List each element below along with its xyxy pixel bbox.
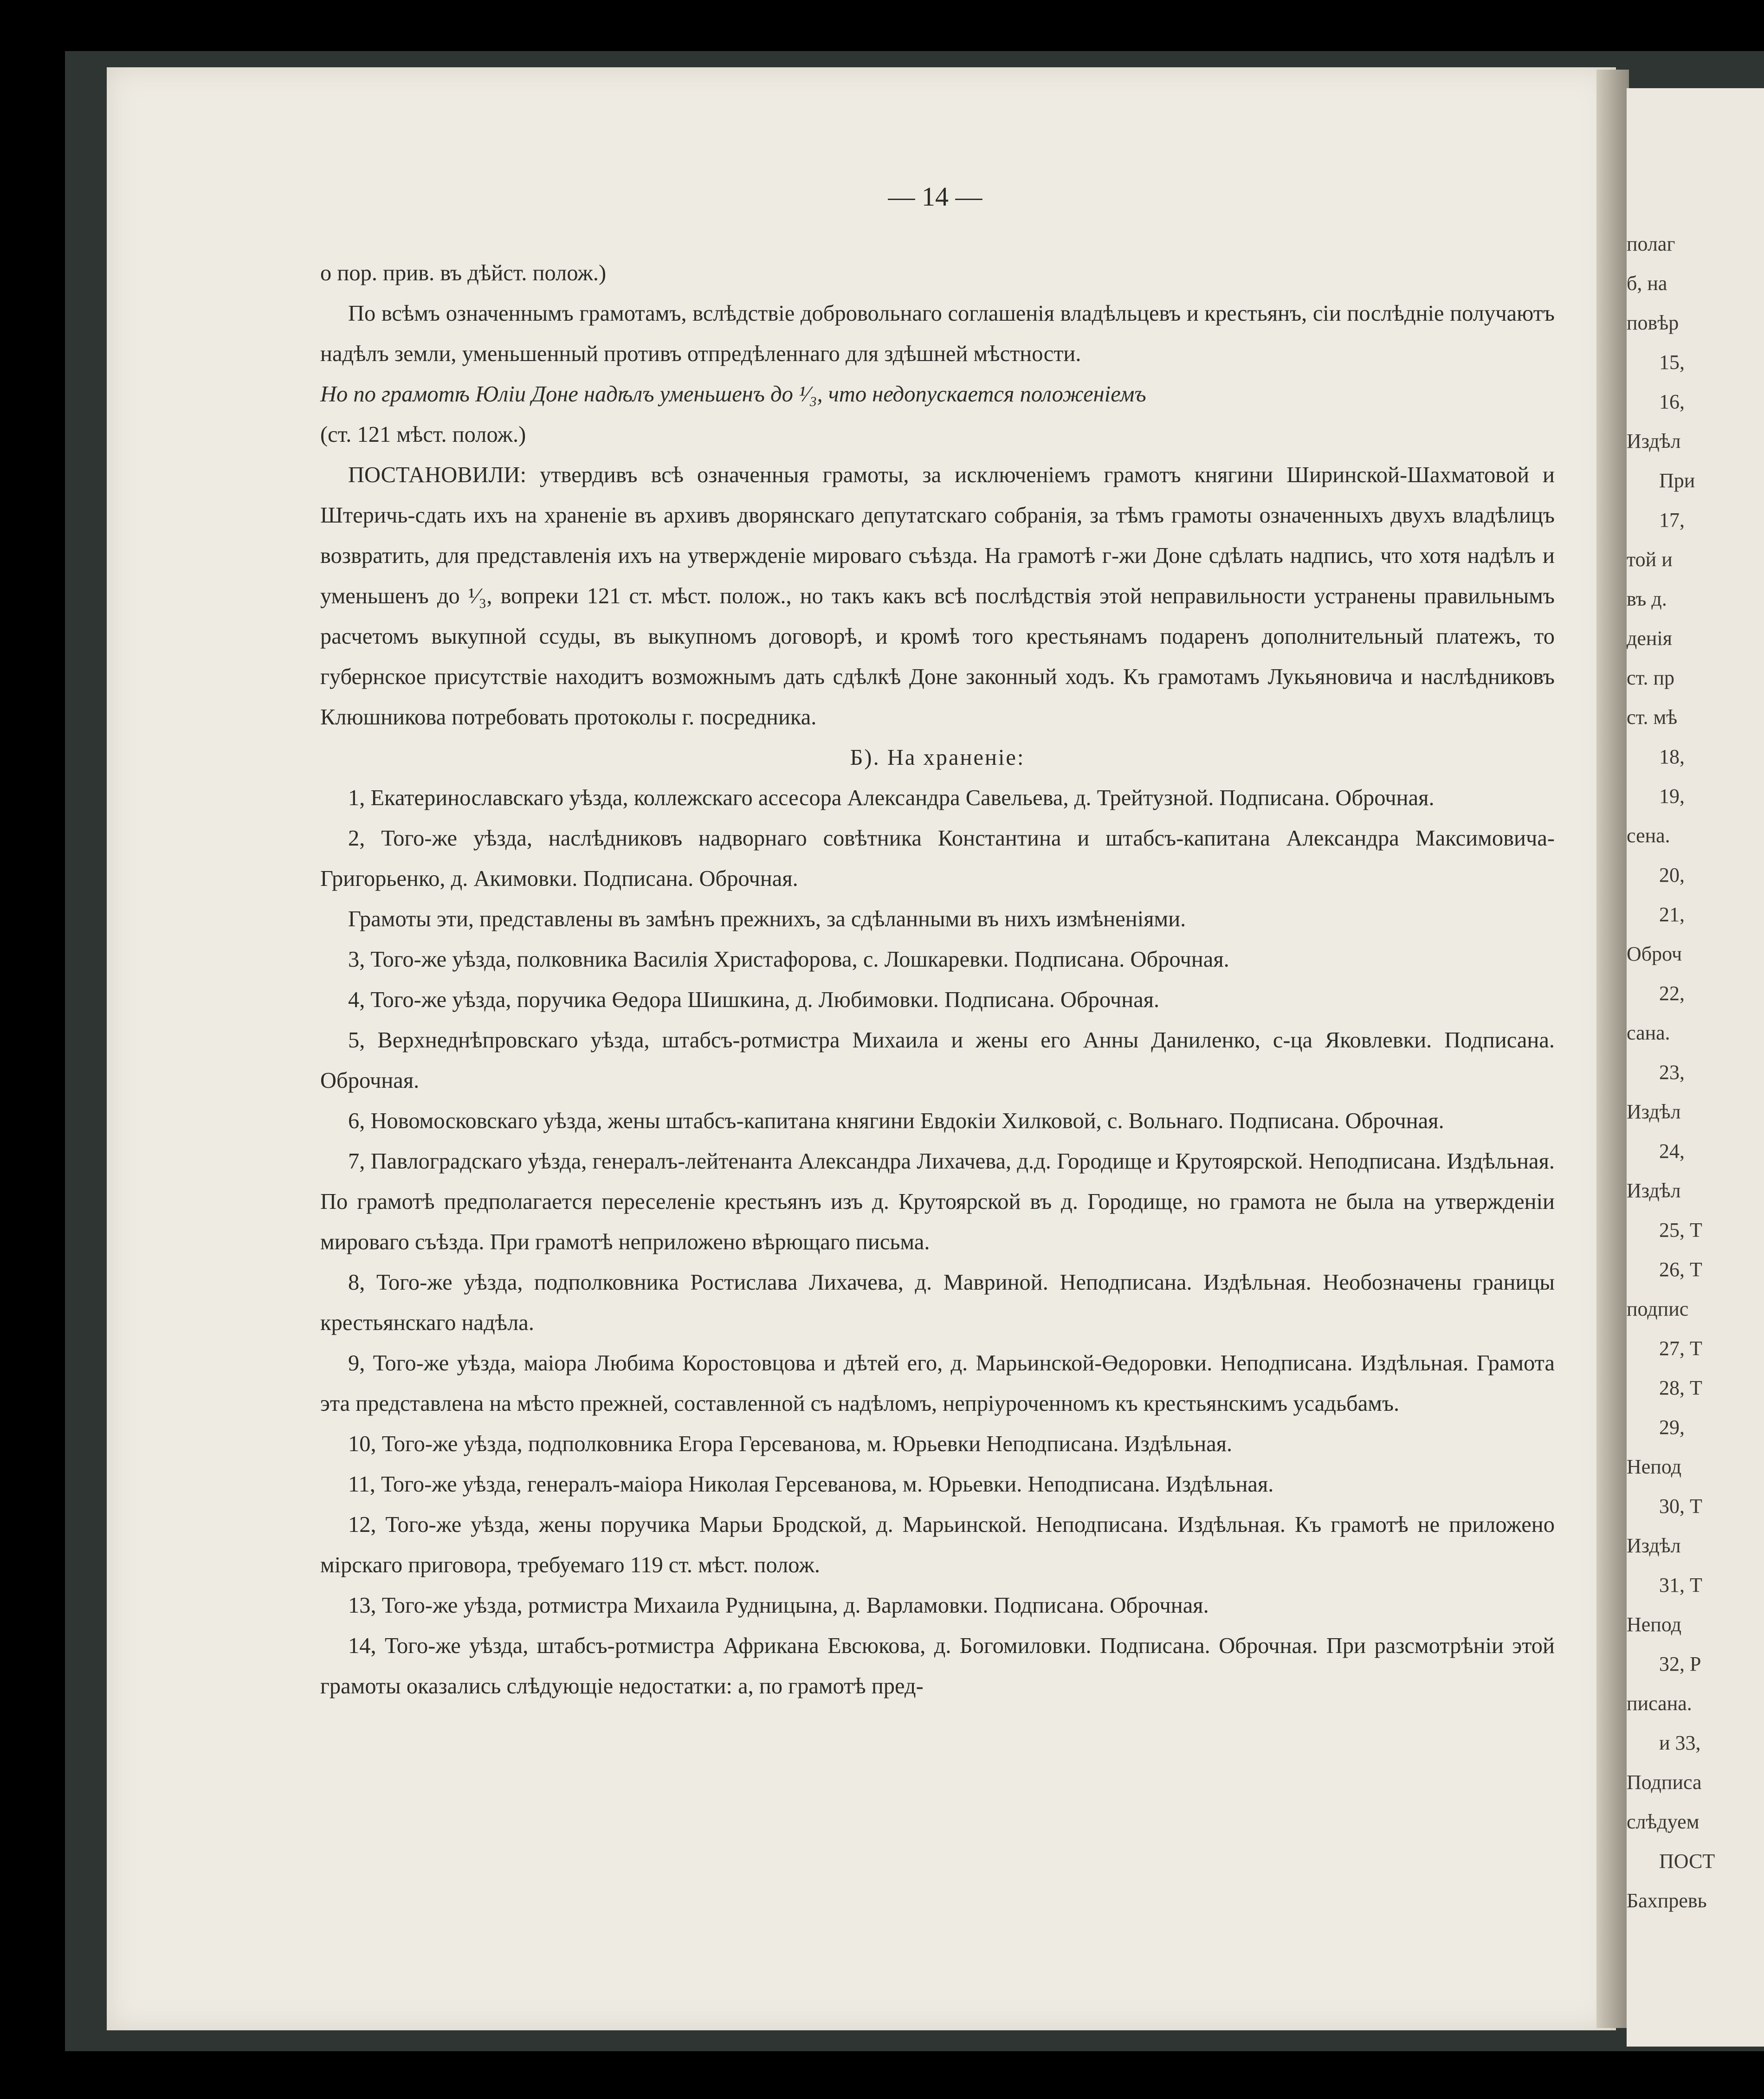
right-page (1627, 88, 1764, 2047)
list-item: 6, Новомосковскаго уѣзда, жены штабсъ-капитана княгини Евдокіи Хилковой, с. Вольнаго. Подписана. Оброчная. (348, 1109, 1444, 1133)
right-page-line: въ д. (1627, 588, 1667, 610)
list-item: 10, Того-же уѣзда, подполковника Егора Герсеванова, м. Юрьевки Неподписана. Издѣльная. (348, 1432, 1233, 1456)
list-item: 11, Того-же уѣзда, генералъ-маіора Николая Герсеванова, м. Юрьевки. Неподписана. Издѣльная. (348, 1472, 1274, 1497)
right-page-line: 20, (1659, 864, 1685, 886)
right-page-line: сана. (1627, 1021, 1670, 1044)
right-page-line: Издѣл (1627, 430, 1681, 452)
page-number: — 14 — (888, 181, 982, 212)
section-heading: Б). На храненіе: (850, 745, 1025, 770)
right-page-line: 30, Т (1659, 1495, 1702, 1518)
right-page-line: Оброч (1627, 943, 1682, 965)
body-text (320, 253, 1555, 1706)
right-page-line: 16, (1659, 390, 1685, 413)
right-page-line: 25, Т (1659, 1219, 1702, 1241)
right-page-line: Бахпревь (1627, 1889, 1707, 1912)
right-page-line: Издѣл (1627, 1100, 1681, 1123)
right-page-line: 15, (1659, 351, 1685, 374)
list-item: 14, Того-же уѣзда, штабсъ-ротмистра Африкана Евсюкова, д. Богомиловки. Подписана. Оброчная. При разсмотрѣніи этой грамоты оказались слѣдующіе недостатки: а, по грамотѣ пред- (320, 1634, 1555, 1699)
paragraph: По всѣмъ означеннымъ грамотамъ, вслѣдствіе добровольнаго соглашенія владѣльцевъ и крестьянъ, сіи послѣдніе получаютъ надѣлъ земли, уменьшенный противъ отпредѣленнаго для здѣшней мѣстности. (320, 301, 1555, 366)
right-page-line: При (1659, 469, 1695, 492)
right-page-line: полаг (1627, 233, 1675, 255)
right-page-line: 24, (1659, 1140, 1685, 1163)
right-page-line: 19, (1659, 785, 1685, 807)
right-page-line: 22, (1659, 982, 1685, 1005)
right-page-line: Непод (1627, 1613, 1681, 1636)
paragraph: Грамоты эти, представлены въ замѣнъ прежнихъ, за сдѣланными въ нихъ измѣненіями. (348, 907, 1186, 931)
list-item: 9, Того-же уѣзда, маіора Любима Коростовцова и дѣтей его, д. Марьинской-Өедоровки. Неподписана. Издѣльная. Грамота эта представлена на мѣсто прежней, составленной съ надѣломъ, непріуроченномъ къ крестьянскимъ усадьбамъ. (320, 1351, 1555, 1416)
list-item: 8, Того-же уѣзда, подполковника Ростислава Лихачева, д. Мавриной. Неподписана. Издѣльная. Необозначены границы крестьянскаго надѣла. (320, 1270, 1555, 1335)
right-page-line: ст. пр (1627, 666, 1674, 689)
right-page-line: 32, Р (1659, 1653, 1701, 1675)
right-page-line: Издѣл (1627, 1179, 1681, 1202)
right-page-line: 17, (1659, 509, 1685, 531)
right-page-line: сена. (1627, 824, 1670, 847)
right-page-line: денія (1627, 627, 1672, 650)
right-page-line: 26, Т (1659, 1258, 1702, 1281)
right-page-line: писана. (1627, 1692, 1692, 1715)
paragraph-resolution: ПОСТАНОВИЛИ: утвердивъ всѣ означенныя грамоты, за исключеніемъ грамотъ княгини Ширинской-Шахматовой и Штеричь-сдать ихъ на храненіе въ архивъ дворянскаго депутатскаго собранія, за тѣмъ грамоты означенныхъ двухъ владѣлицъ возвратить, для представленія ихъ на утвержденіе мироваго съѣзда. На грамотѣ г-жи Доне сдѣлать надпись, что хотя надѣлъ и уменьшенъ до ¹⁄₃, вопреки 121 ст. мѣст. полож., но такъ какъ всѣ послѣдствія этой неправильности устранены правильнымъ расчетомъ выкупной ссуды, въ выкупномъ договорѣ, и кромѣ того крестьянамъ подаренъ дополнительный платежъ, то губернское присутствіе находитъ возможнымъ дать сдѣлкѣ Доне законный ходъ. Къ грамотамъ Лукьяновича и наслѣдниковъ Клюшникова потребовать протоколы г. посредника. (320, 463, 1555, 730)
paragraph: о пор. прив. въ дѣйст. полож.) (320, 261, 607, 285)
right-page-line: той и (1627, 548, 1673, 571)
right-page-line: 23, (1659, 1061, 1685, 1084)
list-item: 4, Того-же уѣзда, поручика Өедора Шишкина, д. Любимовки. Подписана. Оброчная. (348, 988, 1160, 1012)
list-item: 5, Верхнеднѣпровскаго уѣзда, штабсъ-ротмистра Михаила и жены его Анны Даниленко, с-ца Яковлевки. Подписана. Оброчная. (320, 1028, 1555, 1093)
right-page-line: повѣр (1627, 311, 1679, 334)
right-page-line: и 33, (1659, 1731, 1701, 1754)
list-item: 2, Того-же уѣзда, наслѣдниковъ надворнаго совѣтника Константина и штабсъ-капитана Александра Максимовича-Григорьенко, д. Акимовки. Подписана. Оброчная. (320, 826, 1555, 891)
right-page-line: 27, Т (1659, 1337, 1702, 1360)
right-page-line: ПОСТ (1659, 1850, 1715, 1873)
list-item: 7, Павлоградскаго уѣзда, генералъ-лейтенанта Александра Лихачева, д.д. Городище и Крутоярской. Неподписана. Издѣльная. По грамотѣ предполагается переселеніе крестьянъ изъ д. Крутоярской въ д. Городище, но грамота не была на утвержденіи мироваго съѣзда. При грамотѣ неприложено вѣрющаго письма. (320, 1149, 1555, 1254)
list-item: 13, Того-же уѣзда, ротмистра Михаила Рудницына, д. Варламовки. Подписана. Оброчная. (348, 1593, 1209, 1618)
right-page-line: 21, (1659, 903, 1685, 926)
right-page-line: 28, Т (1659, 1376, 1702, 1399)
right-page-line: б, на (1627, 272, 1667, 295)
paragraph-italic: Но по грамотѣ Юліи Доне надѣлъ уменьшенъ до ¹⁄₃, что недопускается положеніемъ (320, 382, 1146, 407)
right-page-line: слѣдуем (1627, 1810, 1699, 1833)
right-page-line: 18, (1659, 745, 1685, 768)
right-page-line: подпис (1627, 1298, 1689, 1320)
right-page-line: Издѣл (1627, 1534, 1681, 1557)
right-page-line: 29, (1659, 1416, 1685, 1439)
list-item: 3, Того-же уѣзда, полковника Василія Христафорова, с. Лошкаревки. Подписана. Оброчная. (348, 947, 1229, 972)
right-page-line: 31, Т (1659, 1574, 1702, 1596)
list-item: 1, Екатеринославскаго уѣзда, коллежскаго ассесора Александра Савельева, д. Трейтузной. Подписана. Оброчная. (348, 786, 1434, 810)
right-page-line: Подписа (1627, 1771, 1702, 1794)
book-gutter (1596, 70, 1629, 2028)
list-item: 12, Того-же уѣзда, жены поручика Марьи Бродской, д. Марьинской. Неподписана. Издѣльная. Къ грамотѣ не приложено мірскаго приговора, требуемаго 119 ст. мѣст. полож. (320, 1512, 1555, 1577)
right-page-line: Непод (1627, 1455, 1681, 1478)
paragraph: (ст. 121 мѣст. полож.) (320, 422, 526, 447)
right-page-line: ст. мѣ (1627, 706, 1678, 729)
